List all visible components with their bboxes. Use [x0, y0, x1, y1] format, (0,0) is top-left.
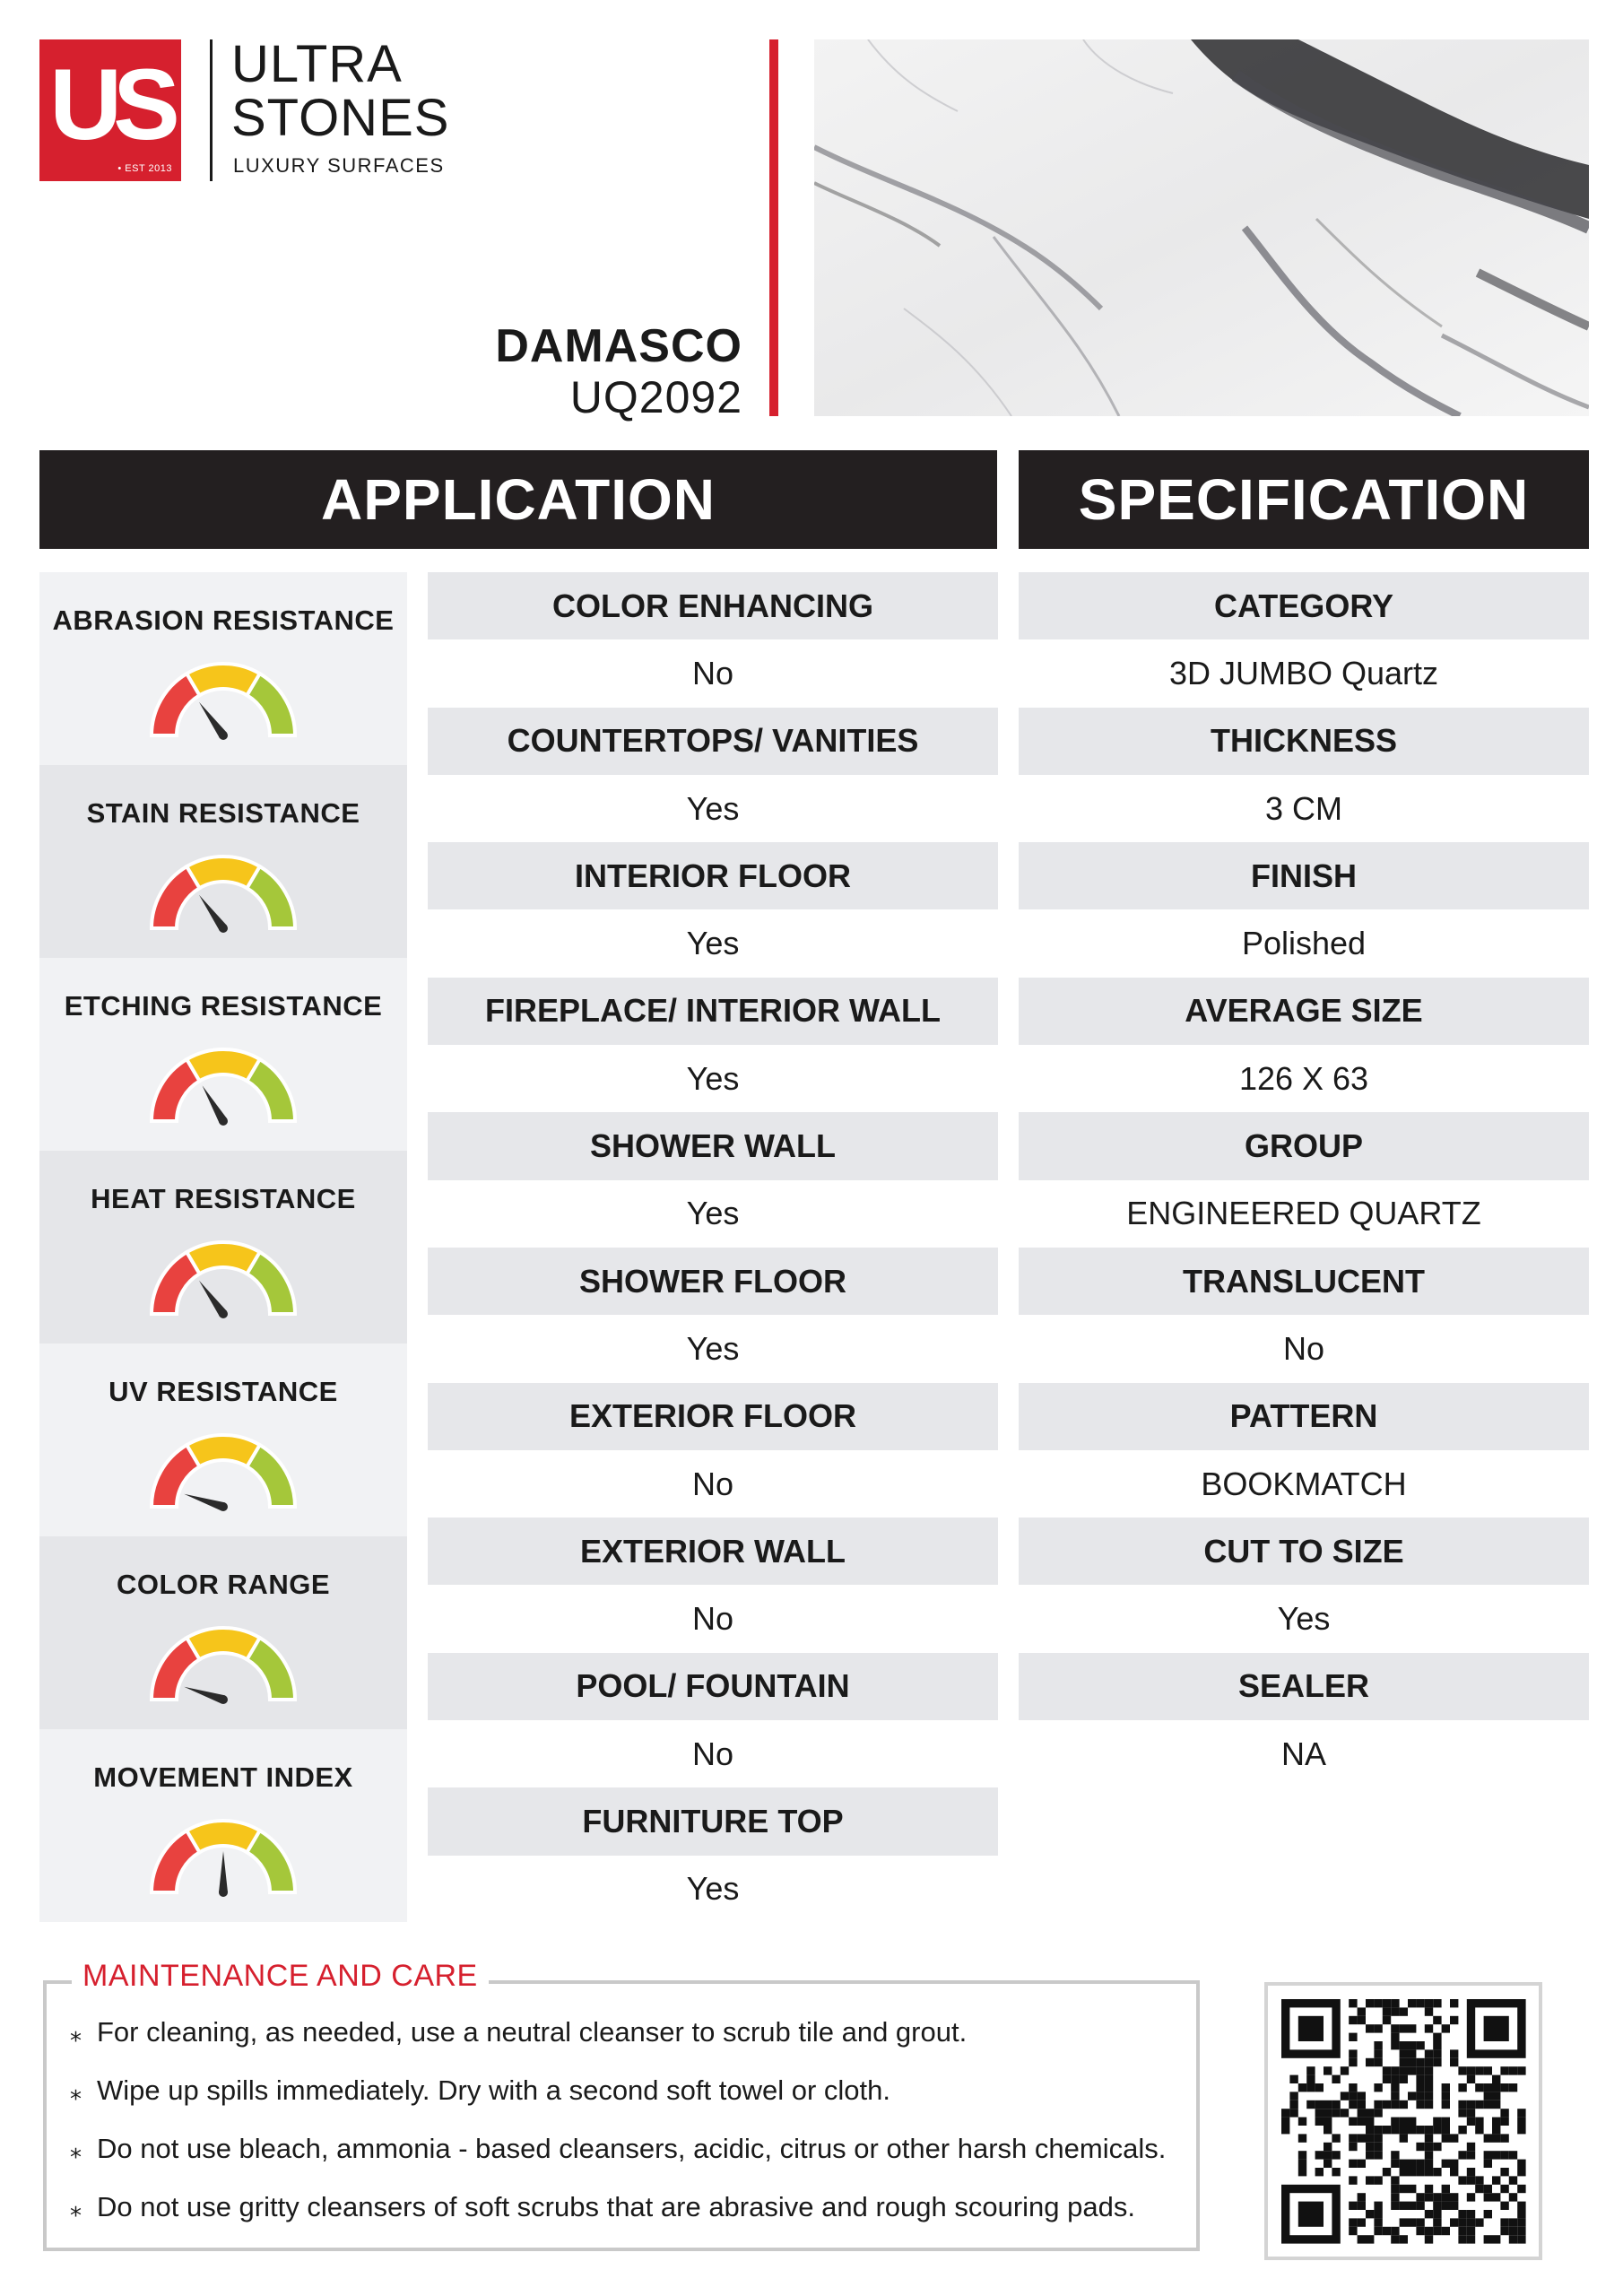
maintenance-item	[70, 2074, 890, 2107]
accent-bar	[769, 39, 778, 416]
maintenance-text: Wipe up spills immediately. Dry with a second soft towel or cloth.	[97, 2074, 890, 2106]
application-label: POOL/ FOUNTAIN	[428, 1653, 998, 1720]
gauge-label: COLOR RANGE	[117, 1569, 330, 1600]
specification-value: No	[1019, 1315, 1589, 1382]
specification-value: 3D JUMBO Quartz	[1019, 639, 1589, 707]
gauge-meter	[147, 1233, 299, 1323]
logo-divider	[210, 39, 213, 181]
bullet-icon: ⁎	[70, 2020, 82, 2047]
application-value: Yes	[428, 1856, 998, 1923]
gauge-meter	[147, 1812, 299, 1901]
application-value: No	[428, 1450, 998, 1518]
gauge-cell	[39, 1151, 407, 1344]
marble-swatch-image	[814, 39, 1589, 416]
maintenance-text: Do not use bleach, ammonia - based cleansers, acidic, citrus or other harsh chemicals.	[97, 2133, 1167, 2164]
application-label: COUNTERTOPS/ VANITIES	[428, 708, 998, 775]
gauge-cell	[39, 765, 407, 958]
gauge-needle	[219, 1851, 228, 1892]
gauge-label: ABRASION RESISTANCE	[52, 604, 395, 636]
application-value: Yes	[428, 1045, 998, 1112]
bullet-icon: ⁎	[70, 2078, 82, 2105]
specification-value: BOOKMATCH	[1019, 1450, 1589, 1518]
brand-monogram: US	[49, 48, 171, 161]
application-label: FURNITURE TOP	[428, 1787, 998, 1855]
specification-value: Yes	[1019, 1585, 1589, 1652]
application-header: APPLICATION	[39, 450, 997, 549]
specification-value: 3 CM	[1019, 775, 1589, 842]
specification-label: PATTERN	[1019, 1383, 1589, 1450]
specification-label: THICKNESS	[1019, 708, 1589, 775]
gauge-needle	[184, 1494, 224, 1511]
brand-name-line2: STONES	[231, 89, 450, 147]
specification-label: SEALER	[1019, 1653, 1589, 1720]
gauge-label: ETCHING RESISTANCE	[64, 990, 383, 1022]
application-label: INTERIOR FLOOR	[428, 842, 998, 909]
application-value: Yes	[428, 1180, 998, 1248]
brand-name-line1: ULTRA	[231, 35, 403, 93]
product-name: DAMASCO	[495, 320, 742, 372]
maintenance-item	[70, 2191, 1135, 2223]
specification-header: SPECIFICATION	[1019, 450, 1589, 549]
specification-value: 126 X 63	[1019, 1045, 1589, 1112]
gauge-label: STAIN RESISTANCE	[86, 797, 360, 829]
gauge-cell	[39, 572, 407, 765]
product-code: UQ2092	[569, 372, 742, 422]
application-value: Yes	[428, 1315, 998, 1382]
maintenance-item	[70, 2016, 967, 2048]
specification-label: AVERAGE SIZE	[1019, 978, 1589, 1045]
application-label: EXTERIOR WALL	[428, 1518, 998, 1585]
application-value: No	[428, 639, 998, 707]
application-value: Yes	[428, 775, 998, 842]
specification-label: CUT TO SIZE	[1019, 1518, 1589, 1585]
bullet-icon: ⁎	[70, 2195, 82, 2222]
gauge-label: MOVEMENT INDEX	[93, 1761, 353, 1793]
application-label: FIREPLACE/ INTERIOR WALL	[428, 978, 998, 1045]
gauge-meter	[147, 655, 299, 744]
application-value: No	[428, 1720, 998, 1787]
specification-label: GROUP	[1019, 1112, 1589, 1179]
gauge-label: UV RESISTANCE	[108, 1376, 338, 1407]
brand-est: • EST 2013	[117, 163, 172, 174]
maintenance-text: Do not use gritty cleansers of soft scrubs that are abrasive and rough scouring pads.	[97, 2191, 1135, 2222]
specification-label: TRANSLUCENT	[1019, 1248, 1589, 1315]
gauge-cell	[39, 1729, 407, 1922]
gauge-meter	[147, 1619, 299, 1709]
maintenance-title: MAINTENANCE AND CARE	[72, 1959, 489, 1994]
gauge-cell	[39, 1344, 407, 1536]
application-value: No	[428, 1585, 998, 1652]
brand-logo	[39, 39, 181, 181]
specification-table	[1019, 572, 1589, 1787]
gauge-cell	[39, 958, 407, 1151]
gauge-needle	[184, 1687, 224, 1704]
specification-value: Polished	[1019, 909, 1589, 977]
specification-value: NA	[1019, 1720, 1589, 1787]
application-label: SHOWER FLOOR	[428, 1248, 998, 1315]
maintenance-item	[70, 2133, 1166, 2165]
specification-label: CATEGORY	[1019, 572, 1589, 639]
bullet-icon: ⁎	[70, 2136, 82, 2163]
application-label: SHOWER WALL	[428, 1112, 998, 1179]
application-label: EXTERIOR FLOOR	[428, 1383, 998, 1450]
maintenance-text: For cleaning, as needed, use a neutral cleanser to scrub tile and grout.	[97, 2016, 968, 2048]
brand-tagline: LUXURY SURFACES	[233, 154, 445, 177]
gauge-cell	[39, 1536, 407, 1729]
application-value: Yes	[428, 909, 998, 977]
application-label: COLOR ENHANCING	[428, 572, 998, 639]
gauge-meter	[147, 1040, 299, 1130]
qr-code-image	[1268, 1986, 1539, 2257]
specification-label: FINISH	[1019, 842, 1589, 909]
gauge-meter	[147, 848, 299, 937]
gauge-label: HEAT RESISTANCE	[91, 1183, 356, 1214]
application-table	[428, 572, 998, 1923]
gauge-meter	[147, 1426, 299, 1516]
specification-value: ENGINEERED QUARTZ	[1019, 1180, 1589, 1248]
qr-code[interactable]	[1264, 1982, 1542, 2260]
